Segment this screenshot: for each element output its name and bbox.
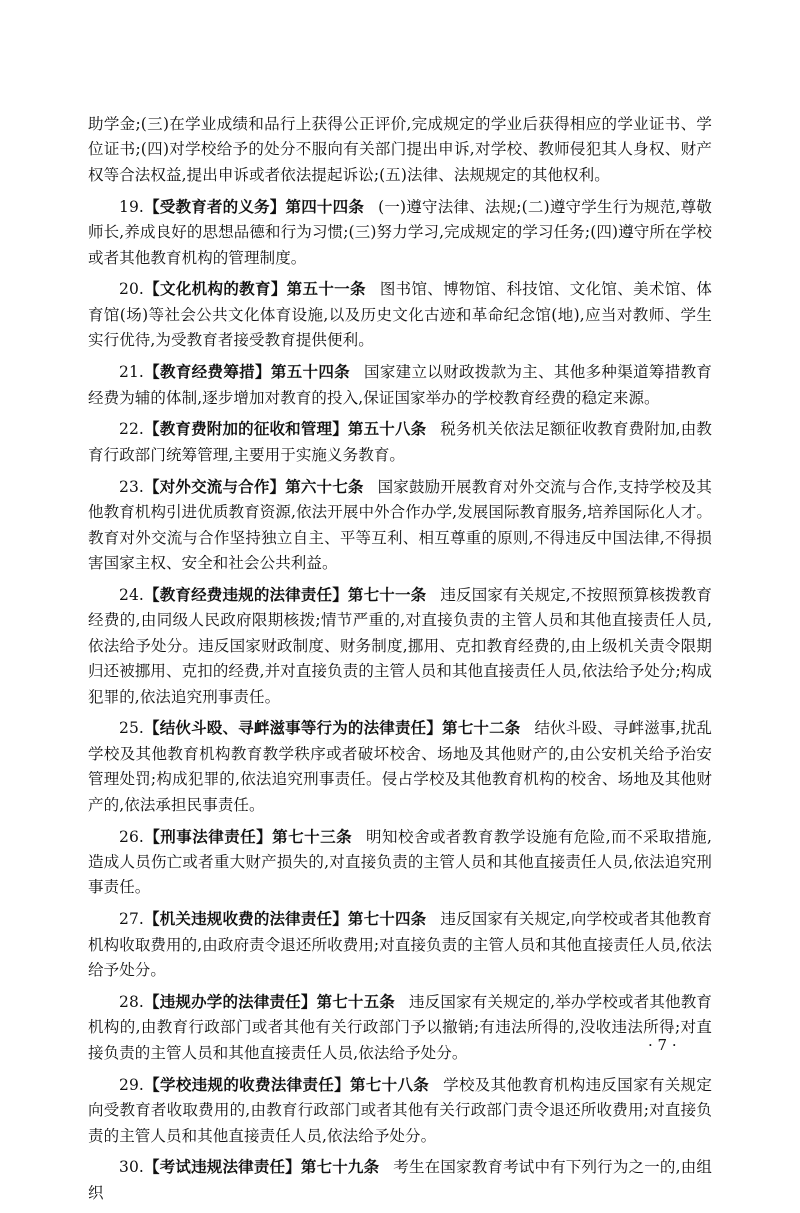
document-page [88,112,712,1213]
item-article: 第七十五条 [316,993,395,1011]
item-heading: 【受教育者的义务】 [143,197,286,216]
list-item [88,360,712,411]
list-item [88,907,712,983]
item-number: 25. [119,719,144,738]
item-article: 第四十四条 [285,197,365,216]
item-article: 第六十七条 [285,477,364,496]
item-heading: 【文化机构的教育】 [143,280,287,299]
item-heading: 【结伙斗殴、寻衅滋事等行为的法律责任】 [143,719,443,738]
list-item [88,716,712,818]
item-body: 违反国家有关规定,向学校或者其他教育机构收取费用的,由政府责令退还所收费用;对直接负责的主管人员和其他直接责任人员,依法给予处分。 [88,910,712,980]
item-heading: 【教育经费违规的法律责任】 [143,585,348,604]
item-number: 23. [119,477,144,496]
item-heading: 【考试违规法律责任】 [143,1158,301,1177]
item-body: 考生在国家教育考试中有下列行为之一的,由组织 [88,1158,712,1202]
item-article: 第五十八条 [347,420,427,439]
item-number: 21. [119,363,144,382]
item-article: 第五十四条 [270,363,350,382]
item-number: 19. [119,197,144,216]
item-body: 国家鼓励开展教育对外交流与合作,支持学校及其他教育机构引进优质教育资源,依法开展中外合作办学,发展国际教育服务,培养国际化人才。教育对外交流与合作坚持独立自主、平等互利、相互尊重的原则,不得违反中国法律,不得损害国家主权、安全和社会公共利益。 [88,477,712,572]
item-number: 26. [119,827,144,846]
item-heading: 【刑事法律责任】 [143,827,273,846]
item-body: 学校及其他教育机构违反国家有关规定向受教育者收取费用的,由教育行政部门或者其他有关行政部门责令退还所收费用;对直接负责的主管人员和其他直接责任人员,依法给予处分。 [88,1075,712,1145]
page-number: · 7 · [648,1036,677,1054]
item-body: 违反国家有关规定的,举办学校或者其他教育机构的,由教育行政部门或者其他有关行政部门予以撤销;有违法所得的,没收违法所得;对直接负责的主管人员和其他直接责任人员,依法给予处分。 [88,993,712,1062]
document-body [88,112,712,1206]
item-article: 第七十三条 [272,827,353,846]
item-number: 22. [119,420,144,439]
item-body: 税务机关依法足额征收教育费附加,由教育行政部门统筹管理,主要用于实施义务教育。 [88,420,712,464]
item-body: 违反国家有关规定,不按照预算核拨教育经费的,由同级人民政府限期核拨;情节严重的,对直接负责的主管人员和其他直接责任人员,依法给予处分。违反国家财政制度、财务制度,挪用、克扣教育经费的,由上级机关责令限期归还被挪用、克扣的经费,并对直接负责的主管人员和其他直接责任人员,依法给予处分;构成犯罪的,依法追究刑事责任。 [88,585,712,706]
item-article: 第七十四条 [347,910,427,929]
list-item [88,583,712,710]
item-number: 28. [119,993,144,1011]
item-article: 第七十九条 [300,1158,380,1177]
item-article: 第七十一条 [347,585,427,604]
list-item [88,1155,712,1206]
item-heading: 【违规办学的法律责任】 [143,993,317,1011]
item-number: 20. [119,280,144,299]
continuation-paragraph: 助学金;(三)在学业成绩和品行上获得公正评价,完成规定的学业后获得相应的学业证书、学位证书;(四)对学校给予的处分不服向有关部门提出申诉,对学校、教师侵犯其人身权、财产权等合法权益,提出申诉或者依法提起诉讼;(五)法律、法规规定的其他权利。 [88,115,712,184]
list-item [88,417,712,468]
item-body: 图书馆、博物馆、科技馆、文化馆、美术馆、体育馆(场)等社会公共文化体育设施,以及历史文化古迹和革命纪念馆(地),应当对教师、学生实行优待,为受教育者接受教育提供便利。 [88,280,712,350]
item-article: 第七十八条 [349,1075,430,1094]
list-item [88,277,712,353]
list-item [88,990,712,1066]
item-body: 国家建立以财政拨款为主、其他多种渠道筹措教育经费为辅的体制,逐步增加对教育的投入,保证国家举办的学校教育经费的稳定来源。 [88,363,712,407]
item-heading: 【教育经费筹措】 [143,363,271,382]
item-number: 30. [119,1158,144,1177]
item-number: 24. [119,585,144,604]
item-body: 结伙斗殴、寻衅滋事,扰乱学校及其他教育机构教育教学秩序或者破坏校舍、场地及其他财产的,由公安机关给予治安管理处罚;构成犯罪的,依法追究刑事责任。侵占学校及其他教育机构的校舍、场地及其他财产的,依法承担民事责任。 [88,719,712,814]
item-heading: 【学校违规的收费法律责任】 [143,1075,350,1094]
item-article: 第七十二条 [442,719,521,738]
item-heading: 【教育费附加的征收和管理】 [143,420,348,439]
item-number: 27. [119,910,144,929]
list-item [88,475,712,577]
item-article: 第五十一条 [286,280,366,299]
item-number: 29. [119,1075,144,1094]
item-heading: 【对外交流与合作】 [143,477,286,496]
list-item [88,825,712,901]
item-body: (一)遵守法律、法规;(二)遵守学生行为规范,尊敬师长,养成良好的思想品德和行为习惯;(三)努力学习,完成规定的学习任务;(四)遵守所在学校或者其他教育机构的管理制度。 [88,197,712,267]
list-item [88,195,712,271]
item-heading: 【机关违规收费的法律责任】 [143,910,348,929]
item-body: 明知校舍或者教育教学设施有危险,而不采取措施,造成人员伤亡或者重大财产损失的,对直接负责的主管人员和其他直接责任人员,依法追究刑事责任。 [88,827,712,897]
list-item [88,1073,712,1149]
